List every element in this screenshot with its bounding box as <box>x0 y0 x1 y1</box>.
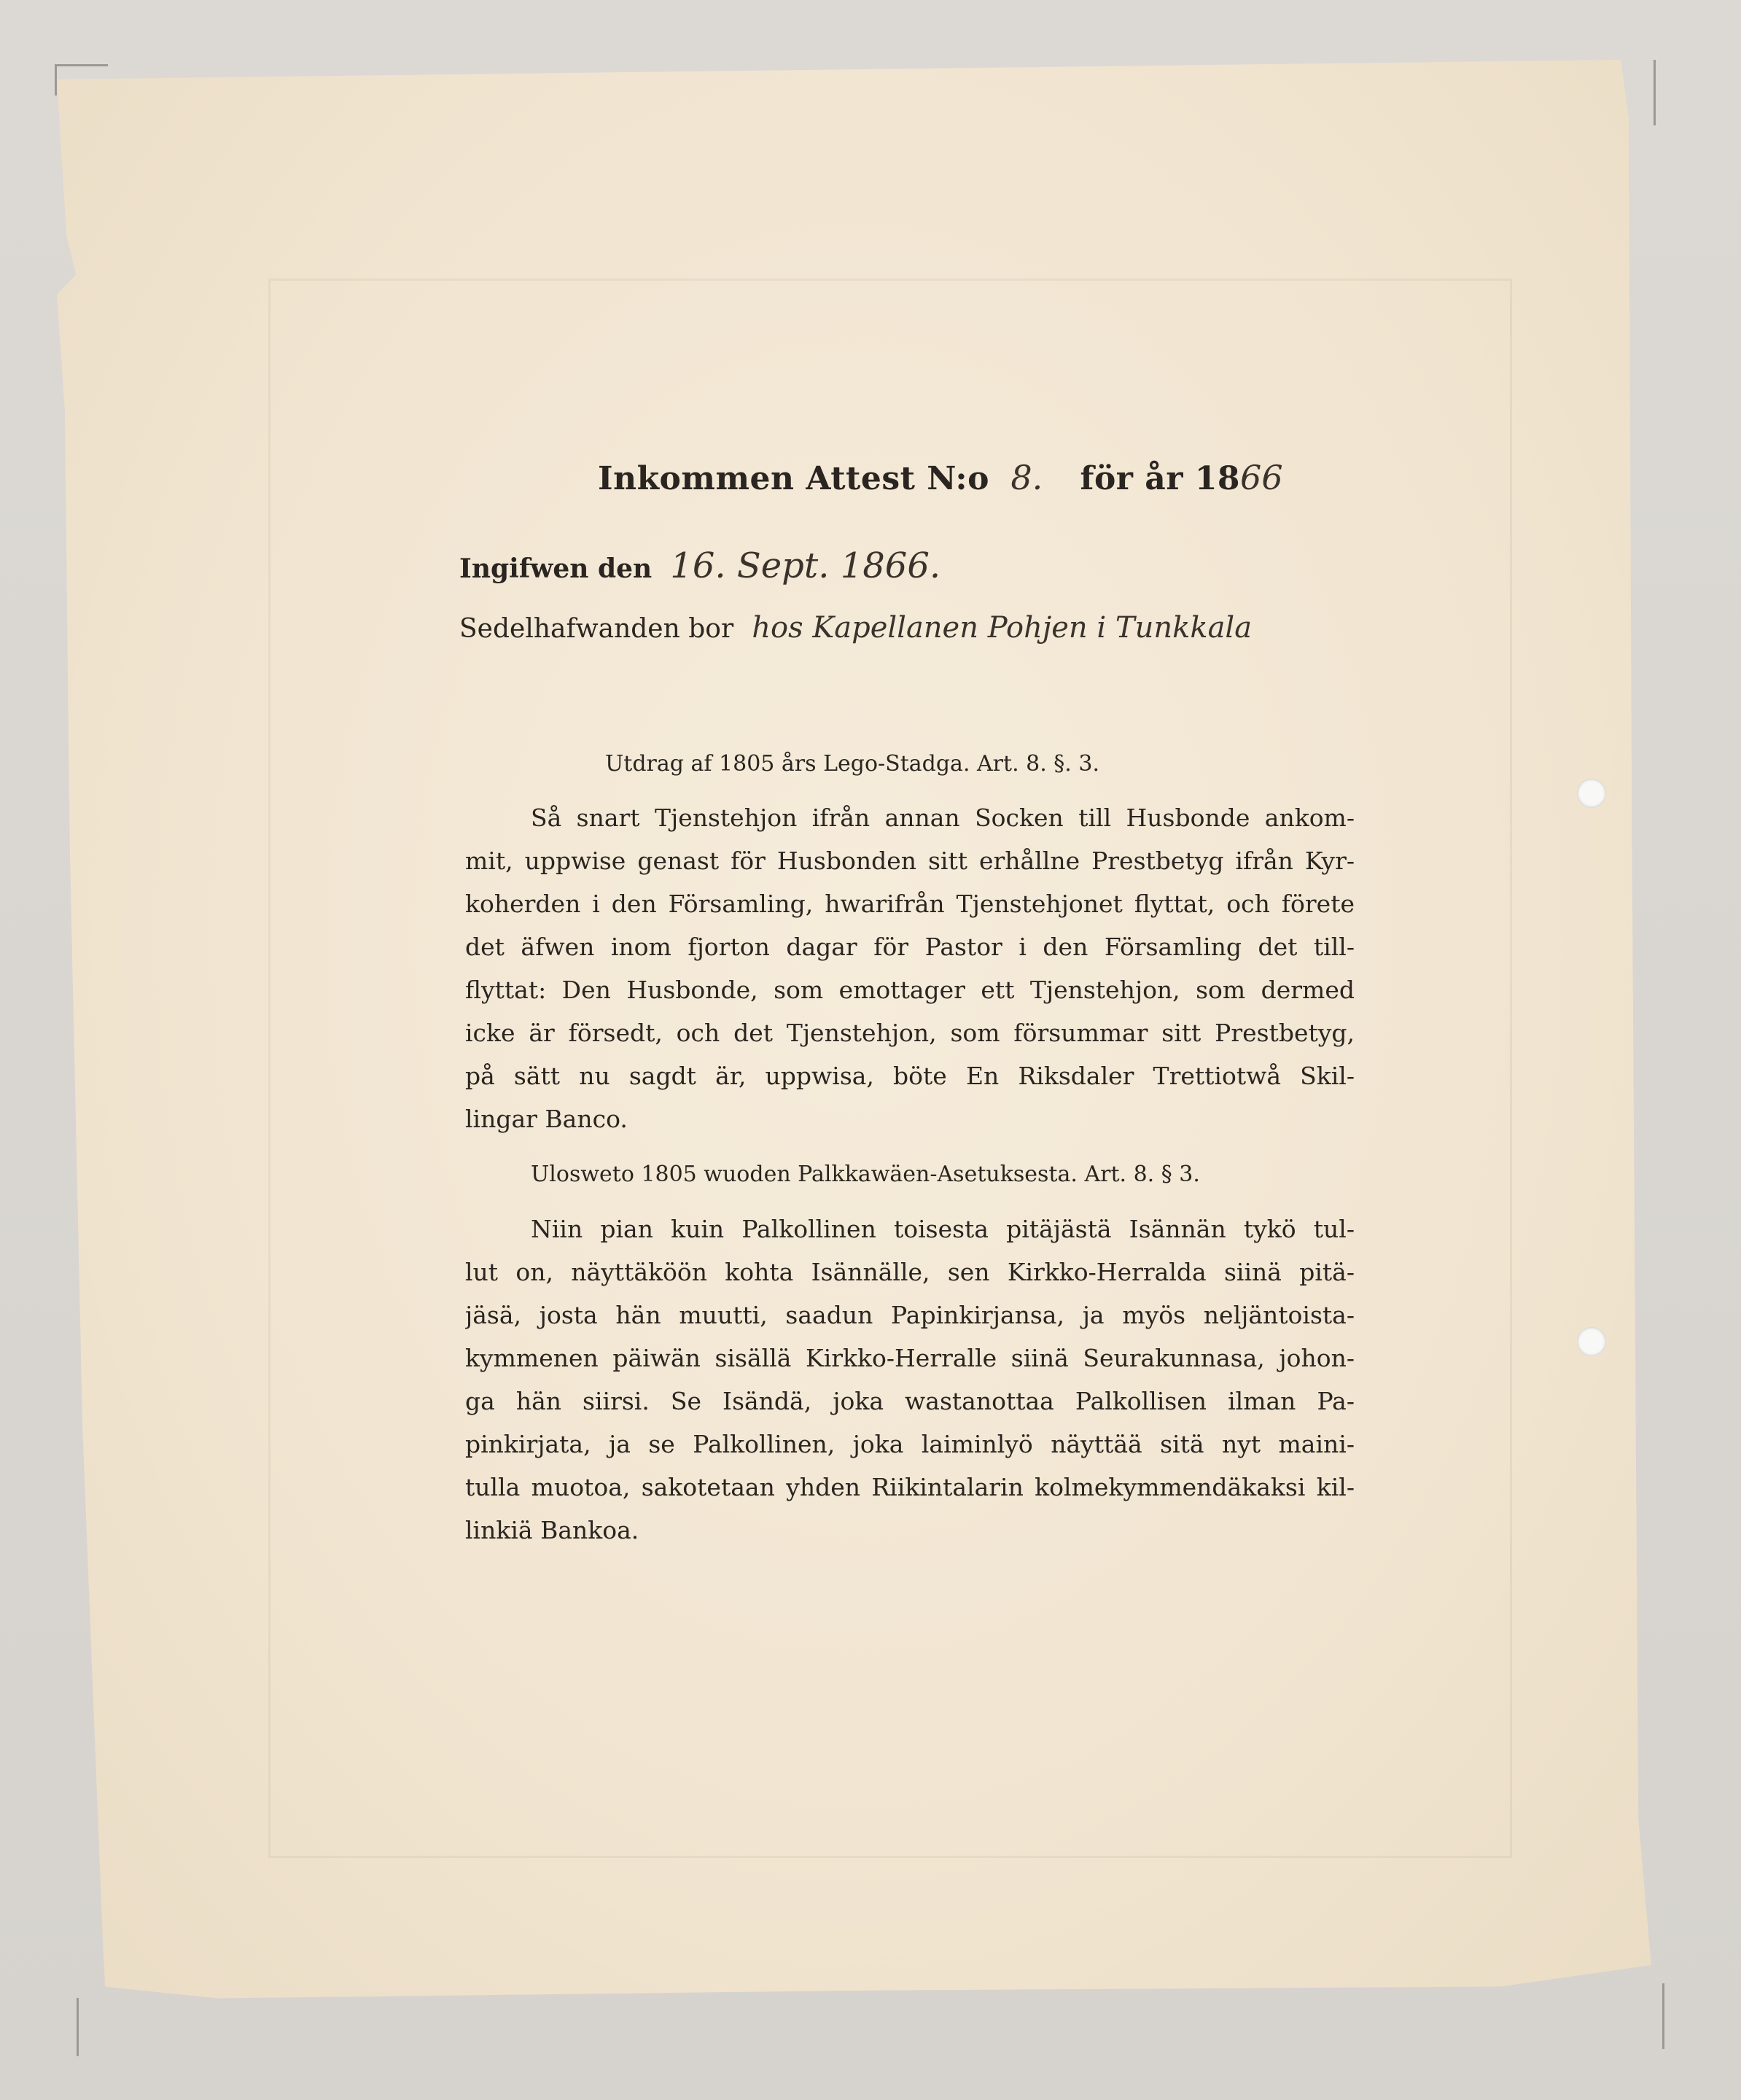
finnish-line: Niin pian kuin Palkollinen toisesta pitäjästä Isännän tykö tul- <box>531 1215 1355 1243</box>
swedish-line: icke är försedt, och det Tjenstehjon, som försummar sitt Prestbetyg, <box>465 1019 1355 1047</box>
title-number-handwritten: 8. <box>1010 458 1043 497</box>
submitted-label: Ingifwen den <box>459 553 653 584</box>
finnish-line: lut on, näyttäköön kohta Isännälle, sen Kirkko-Herralda siinä pitä- <box>465 1258 1355 1286</box>
punch-hole-lower <box>1577 1327 1606 1356</box>
finnish-line: tulla muotoa, sakotetaan yhden Riikintalarin kolmekymmendäkaksi kil- <box>465 1473 1355 1501</box>
finnish-line: linkiä Bankoa. <box>465 1516 639 1544</box>
crop-mark-bottom-left <box>77 1998 108 2056</box>
swedish-line: koherden i den Församling, hwarifrån Tjenstehjonet flyttat, och förete <box>465 890 1355 918</box>
residence-label: Sedelhafwanden bor <box>459 614 734 644</box>
finnish-extract-body <box>465 1208 1355 1552</box>
finnish-line: pinkirjata, ja se Palkollinen, joka laiminlyö näyttää sitä nyt maini- <box>465 1430 1355 1458</box>
punch-hole-upper <box>1577 779 1606 808</box>
submitted-date-handwritten: 16. Sept. 1866. <box>670 545 941 586</box>
swedish-extract-body <box>465 796 1355 1140</box>
finnish-line: ga hän siirsi. Se Isändä, joka wastanottaa Palkollisen ilman Pa- <box>465 1387 1355 1415</box>
residence-line <box>459 611 1252 645</box>
title-year-handwritten: 66 <box>1240 458 1283 497</box>
crop-mark-bottom-right <box>1633 1983 1664 2049</box>
swedish-line: det äfwen inom fjorton dagar för Pastor i den Församling det till- <box>465 933 1355 961</box>
swedish-line: mit, uppwise genast för Husbonden sitt erhållne Prestbetyg ifrån Kyr- <box>465 847 1355 875</box>
swedish-line: Så snart Tjenstehjon ifrån annan Socken till Husbonde ankom- <box>531 804 1355 832</box>
finnish-line: jäsä, josta hän muutti, saadun Papinkirjansa, ja myös neljäntoista- <box>465 1301 1355 1329</box>
finnish-extract-heading: Ulosweto 1805 wuoden Palkkawäen-Asetuksesta. Art. 8. § 3. <box>531 1162 1200 1187</box>
finnish-line: kymmenen päiwän sisällä Kirkko-Herralle siinä Seurakunnasa, johon- <box>465 1344 1355 1372</box>
swedish-line: lingar Banco. <box>465 1105 628 1133</box>
document-title <box>598 458 1283 497</box>
title-year-label: för år 18 <box>1080 460 1241 497</box>
crop-mark-top-right <box>1624 60 1656 125</box>
residence-handwritten: hos Kapellanen Pohjen i Tunkkala <box>752 611 1253 645</box>
swedish-line: flyttat: Den Husbonde, som emottager ett Tjenstehjon, som dermed <box>465 976 1355 1004</box>
submitted-line <box>459 545 940 586</box>
swedish-line: på sätt nu sagdt är, uppwisa, böte En Riksdaler Trettiotwå Skil- <box>465 1062 1355 1090</box>
swedish-extract-heading: Utdrag af 1805 års Lego-Stadga. Art. 8. §. 3. <box>605 751 1100 777</box>
title-prefix: Inkommen Attest N:o <box>598 460 989 497</box>
